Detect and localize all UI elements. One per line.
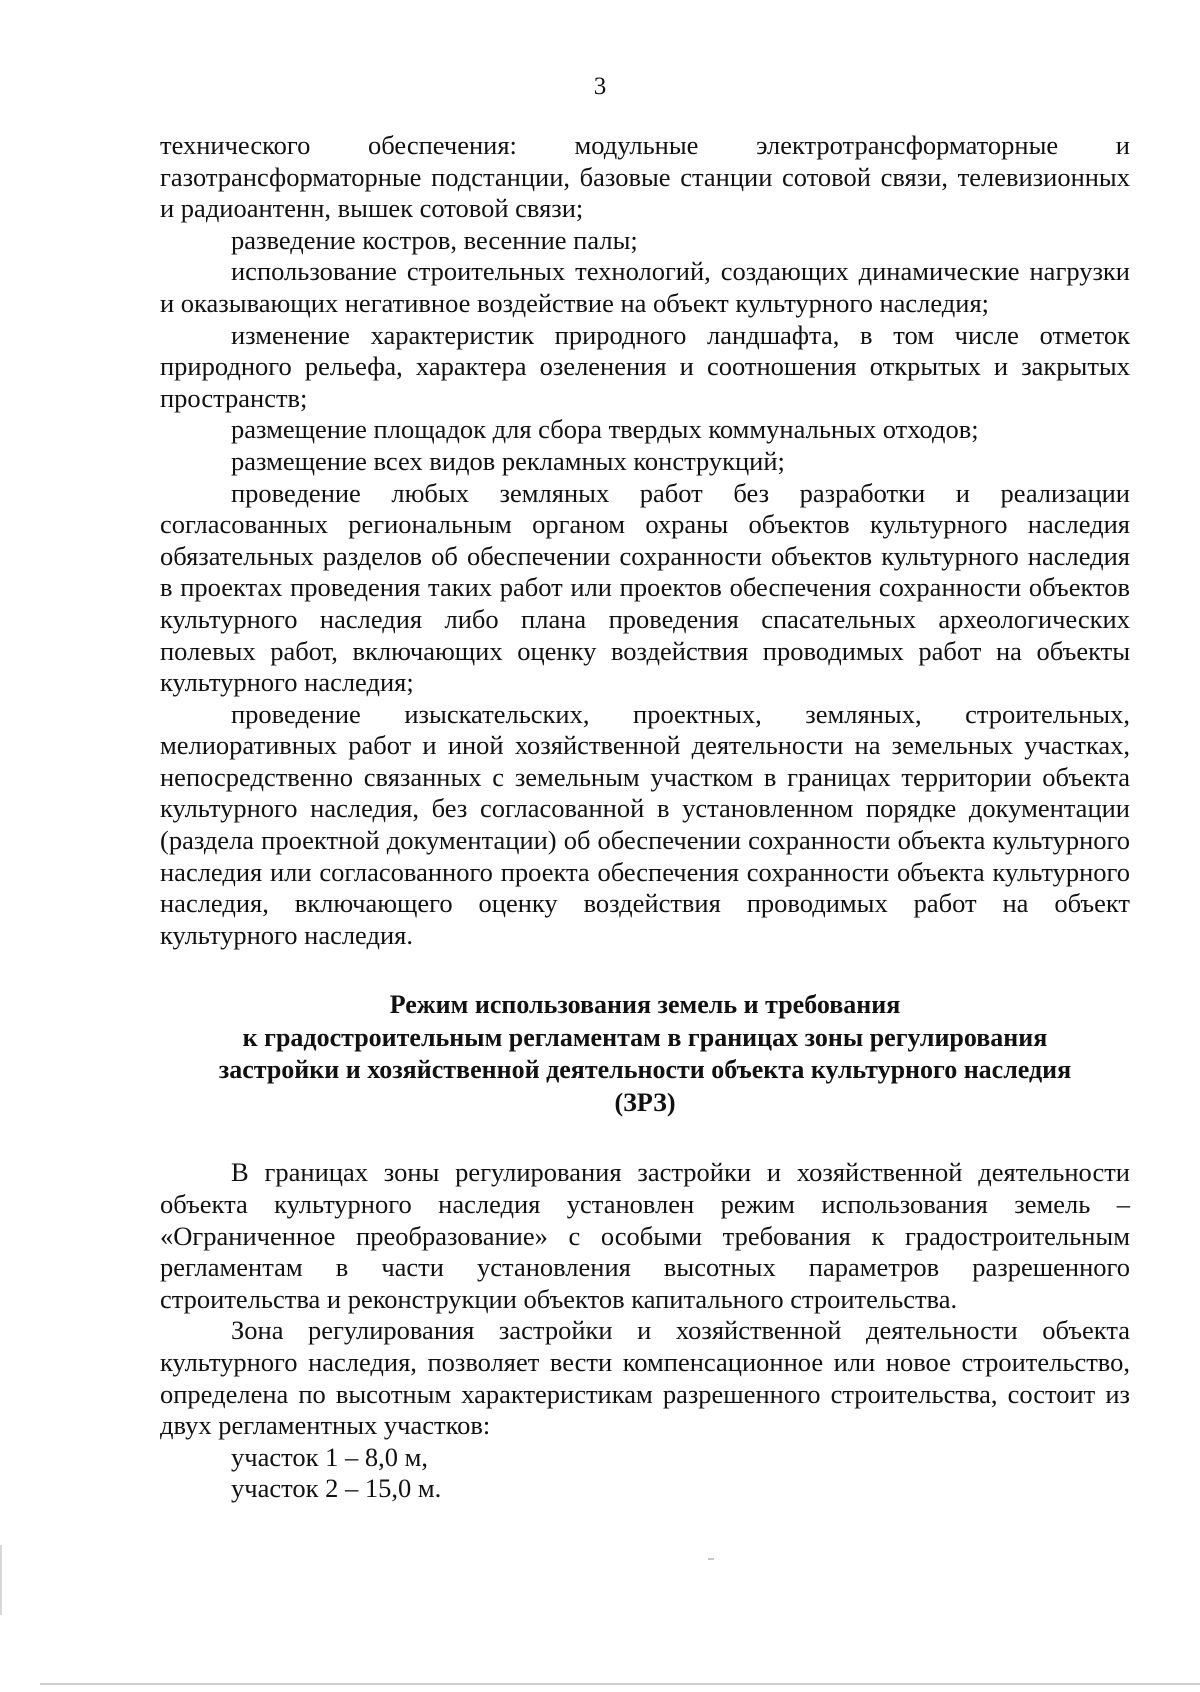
paragraph-list-item: проведение изыскательских, проектных, земляных, строительных, мелиоративных работ и иной хозяйственной деятельности на земельных участках, непосредственно связанных с земельным участком в границах территории объекта культурного наследия, без согласованной в установленном порядке документации (раздела проектной документации) об обеспечении сохранности объекта культурного наследия или согласованного проекта обеспечения сохранности объекта культурного наследия, включающего оценку воздействия проводимых работ на объект культурного наследия. xyxy=(160,698,1130,950)
section-heading-line: к градостроительным регламентам в границах зоны регулирования xyxy=(242,1022,1048,1052)
section-heading-line: (ЗРЗ) xyxy=(614,1087,676,1117)
page-number: 3 xyxy=(593,73,607,100)
paragraph-list-item: проведение любых земляных работ без разработки и реализации согласованных региональным органом охраны объектов культурного наследия обязательных разделов об обеспечении сохранности объектов культурного наследия в проектах проведения таких работ или проектов обеспечения сохранности объектов культурного наследия либо плана проведения спасательных археологических полевых работ, включающих оценку воздействия проводимых работ на объекты культурного наследия; xyxy=(160,477,1130,698)
scan-bottom-edge xyxy=(40,1683,1200,1685)
paragraph-continuation: технического обеспечения: модульные электротрансформаторные и газотрансформаторные подстанции, базовые станции сотовой связи, телевизионных и радиоантенн, вышек сотовой связи; xyxy=(160,130,1130,224)
paragraph-list-item: разведение костров, весенние палы; xyxy=(231,224,638,255)
scan-speck xyxy=(708,1558,714,1560)
paragraph: В границах зоны регулирования застройки и хозяйственной деятельности объекта культурного наследия установлен режим использования земель – «Ограниченное преобразование» с особыми требования к градостроительным регламентам в части установления высотных параметров разрешенного строительства и реконструкции объектов капитального строительства. xyxy=(160,1157,1130,1314)
section-heading-line: застройки и хозяйственной деятельности объекта культурного наследия xyxy=(218,1055,1072,1085)
plot-height-item: участок 1 – 8,0 м, xyxy=(231,1441,428,1472)
paragraph: Зона регулирования застройки и хозяйственной деятельности объекта культурного наследия, позволяет вести компенсационное или новое строительство, определена по высотным характеристикам разрешенного строительства, состоит из двух регламентных участков: xyxy=(160,1315,1130,1441)
paragraph-list-item: размещение площадок для сбора твердых коммунальных отходов; xyxy=(231,414,979,445)
paragraph-list-item: использование строительных технологий, создающих динамические нагрузки и оказывающих негативное воздействие на объект культурного наследия; xyxy=(160,256,1130,318)
scan-edge-mark xyxy=(0,1545,2,1615)
paragraph-list-item: размещение всех видов рекламных конструкций; xyxy=(231,445,785,476)
document-body xyxy=(160,130,1130,1505)
section-heading-line: Режим использования земель и требования xyxy=(389,990,901,1020)
paragraph-list-item: изменение характеристик природного ландшафта, в том числе отметок природного рельефа, характера озеленения и соотношения открытых и закрытых пространств; xyxy=(160,319,1130,413)
plot-height-item: участок 2 – 15,0 м. xyxy=(231,1473,442,1504)
section-heading xyxy=(160,989,1130,1119)
